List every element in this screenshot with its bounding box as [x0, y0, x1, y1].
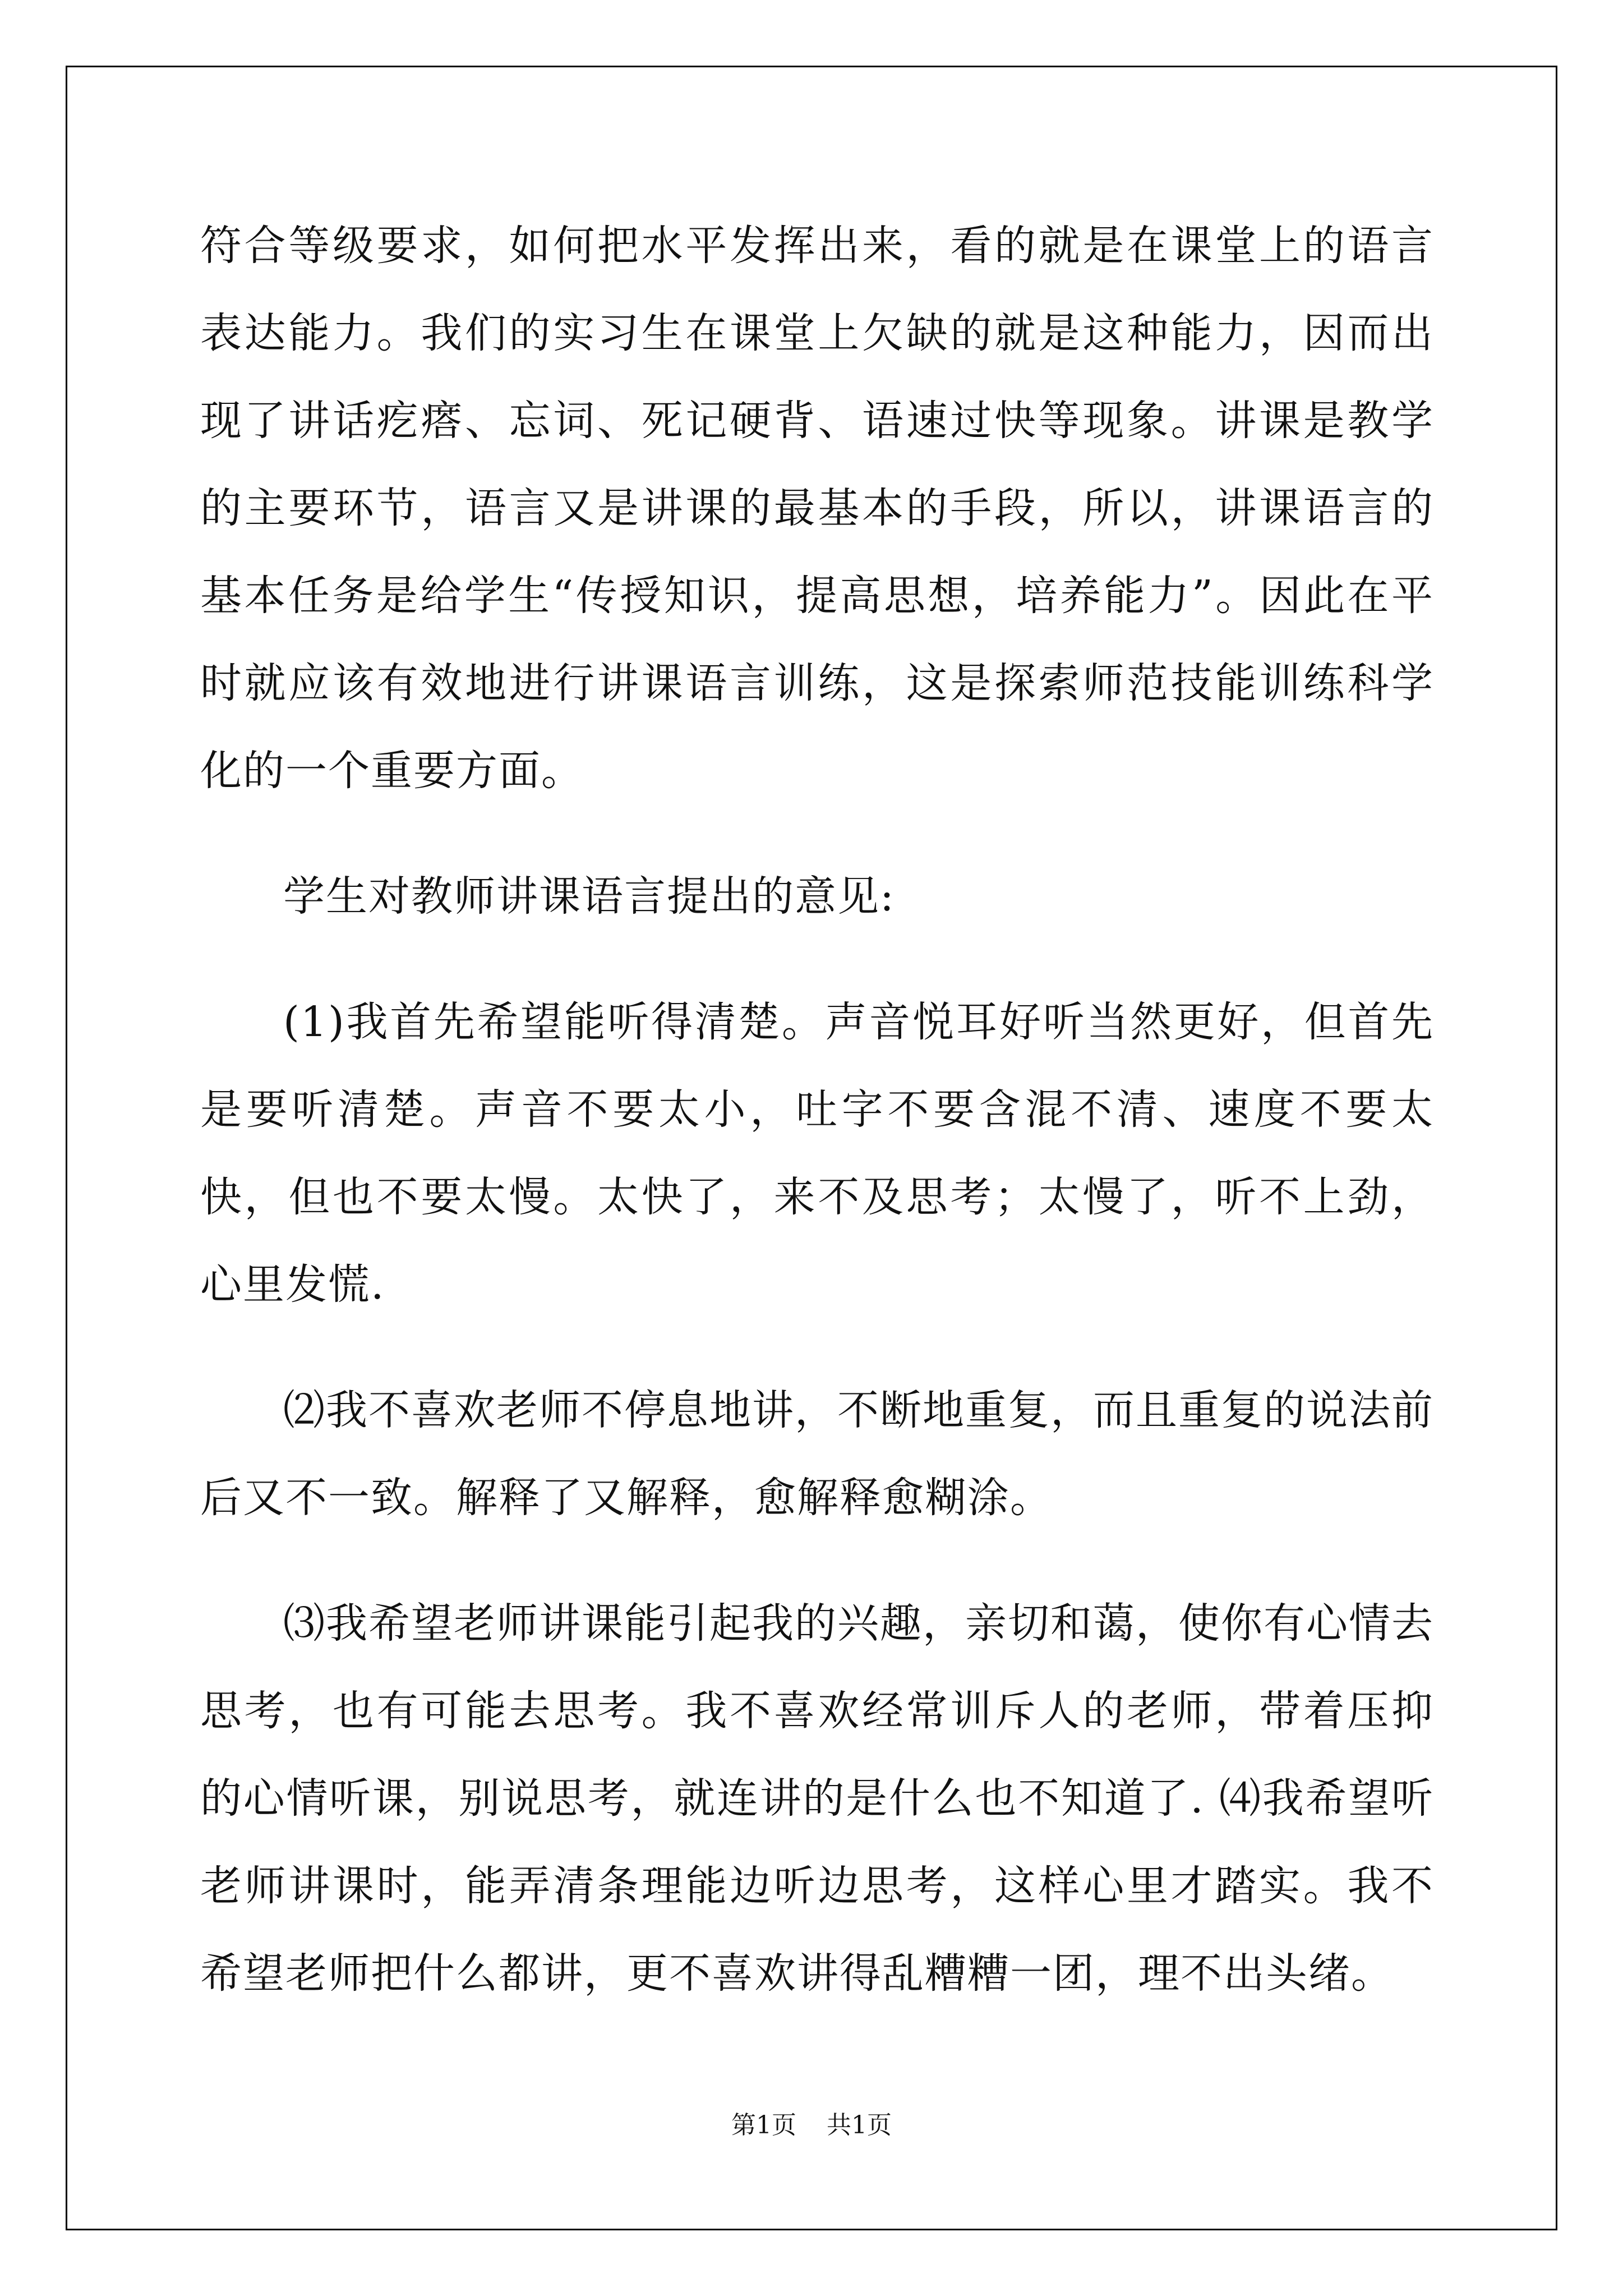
document-body — [200, 202, 1434, 2055]
paragraph-continuation: 符合等级要求，如何把水平发挥出来，看的就是在课堂上的语言表达能力。我们的实习生在课堂上欠缺的就是这种能力，因而出现了讲话疙瘩、忘词、死记硬背、语速过快等现象。讲课是教学的主要环节，语言又是讲课的最基本的手段，所以，讲课语言的基本任务是给学生“传授知识，提高思想，培养能力”。因此在平时就应该有效地进行讲课语言训练，这是探索师范技能训练科学化的一个重要方面。 — [200, 222, 1434, 795]
page-footer — [0, 2105, 1623, 2141]
paragraph-opinions-heading: 学生对教师讲课语言提出的意见: — [283, 872, 895, 921]
paragraph-opinion-3-4: ⑶我希望老师讲课能引起我的兴趣，亲切和蔼，使你有心情去思考，也有可能去思考。我不喜欢经常训斥人的老师，带着压抑的心情听课，别说思考，就连讲的是什么也不知道了. ⑷我希望听老师讲课时，能弄清条理能边听边思考，这样心里才踏实。我不希望老师把什么都讲，更不喜欢讲得乱糟糟一团，理不出头绪。 — [200, 1599, 1434, 1998]
page-total: 共1页 — [827, 2111, 892, 2139]
paragraph-opinion-2: ⑵我不喜欢老师不停息地讲，不断地重复，而且重复的说法前后又不一致。解释了又解释，愈解释愈糊涂。 — [200, 1386, 1434, 1522]
paragraph-opinion-1: (1)我首先希望能听得清楚。声音悦耳好听当然更好，但首先是要听清楚。声音不要太小，吐字不要含混不清、速度不要太快，但也不要太慢。太快了，来不及思考；太慢了，听不上劲，心里发慌. — [200, 998, 1434, 1309]
page-number: 第1页 — [731, 2111, 796, 2139]
